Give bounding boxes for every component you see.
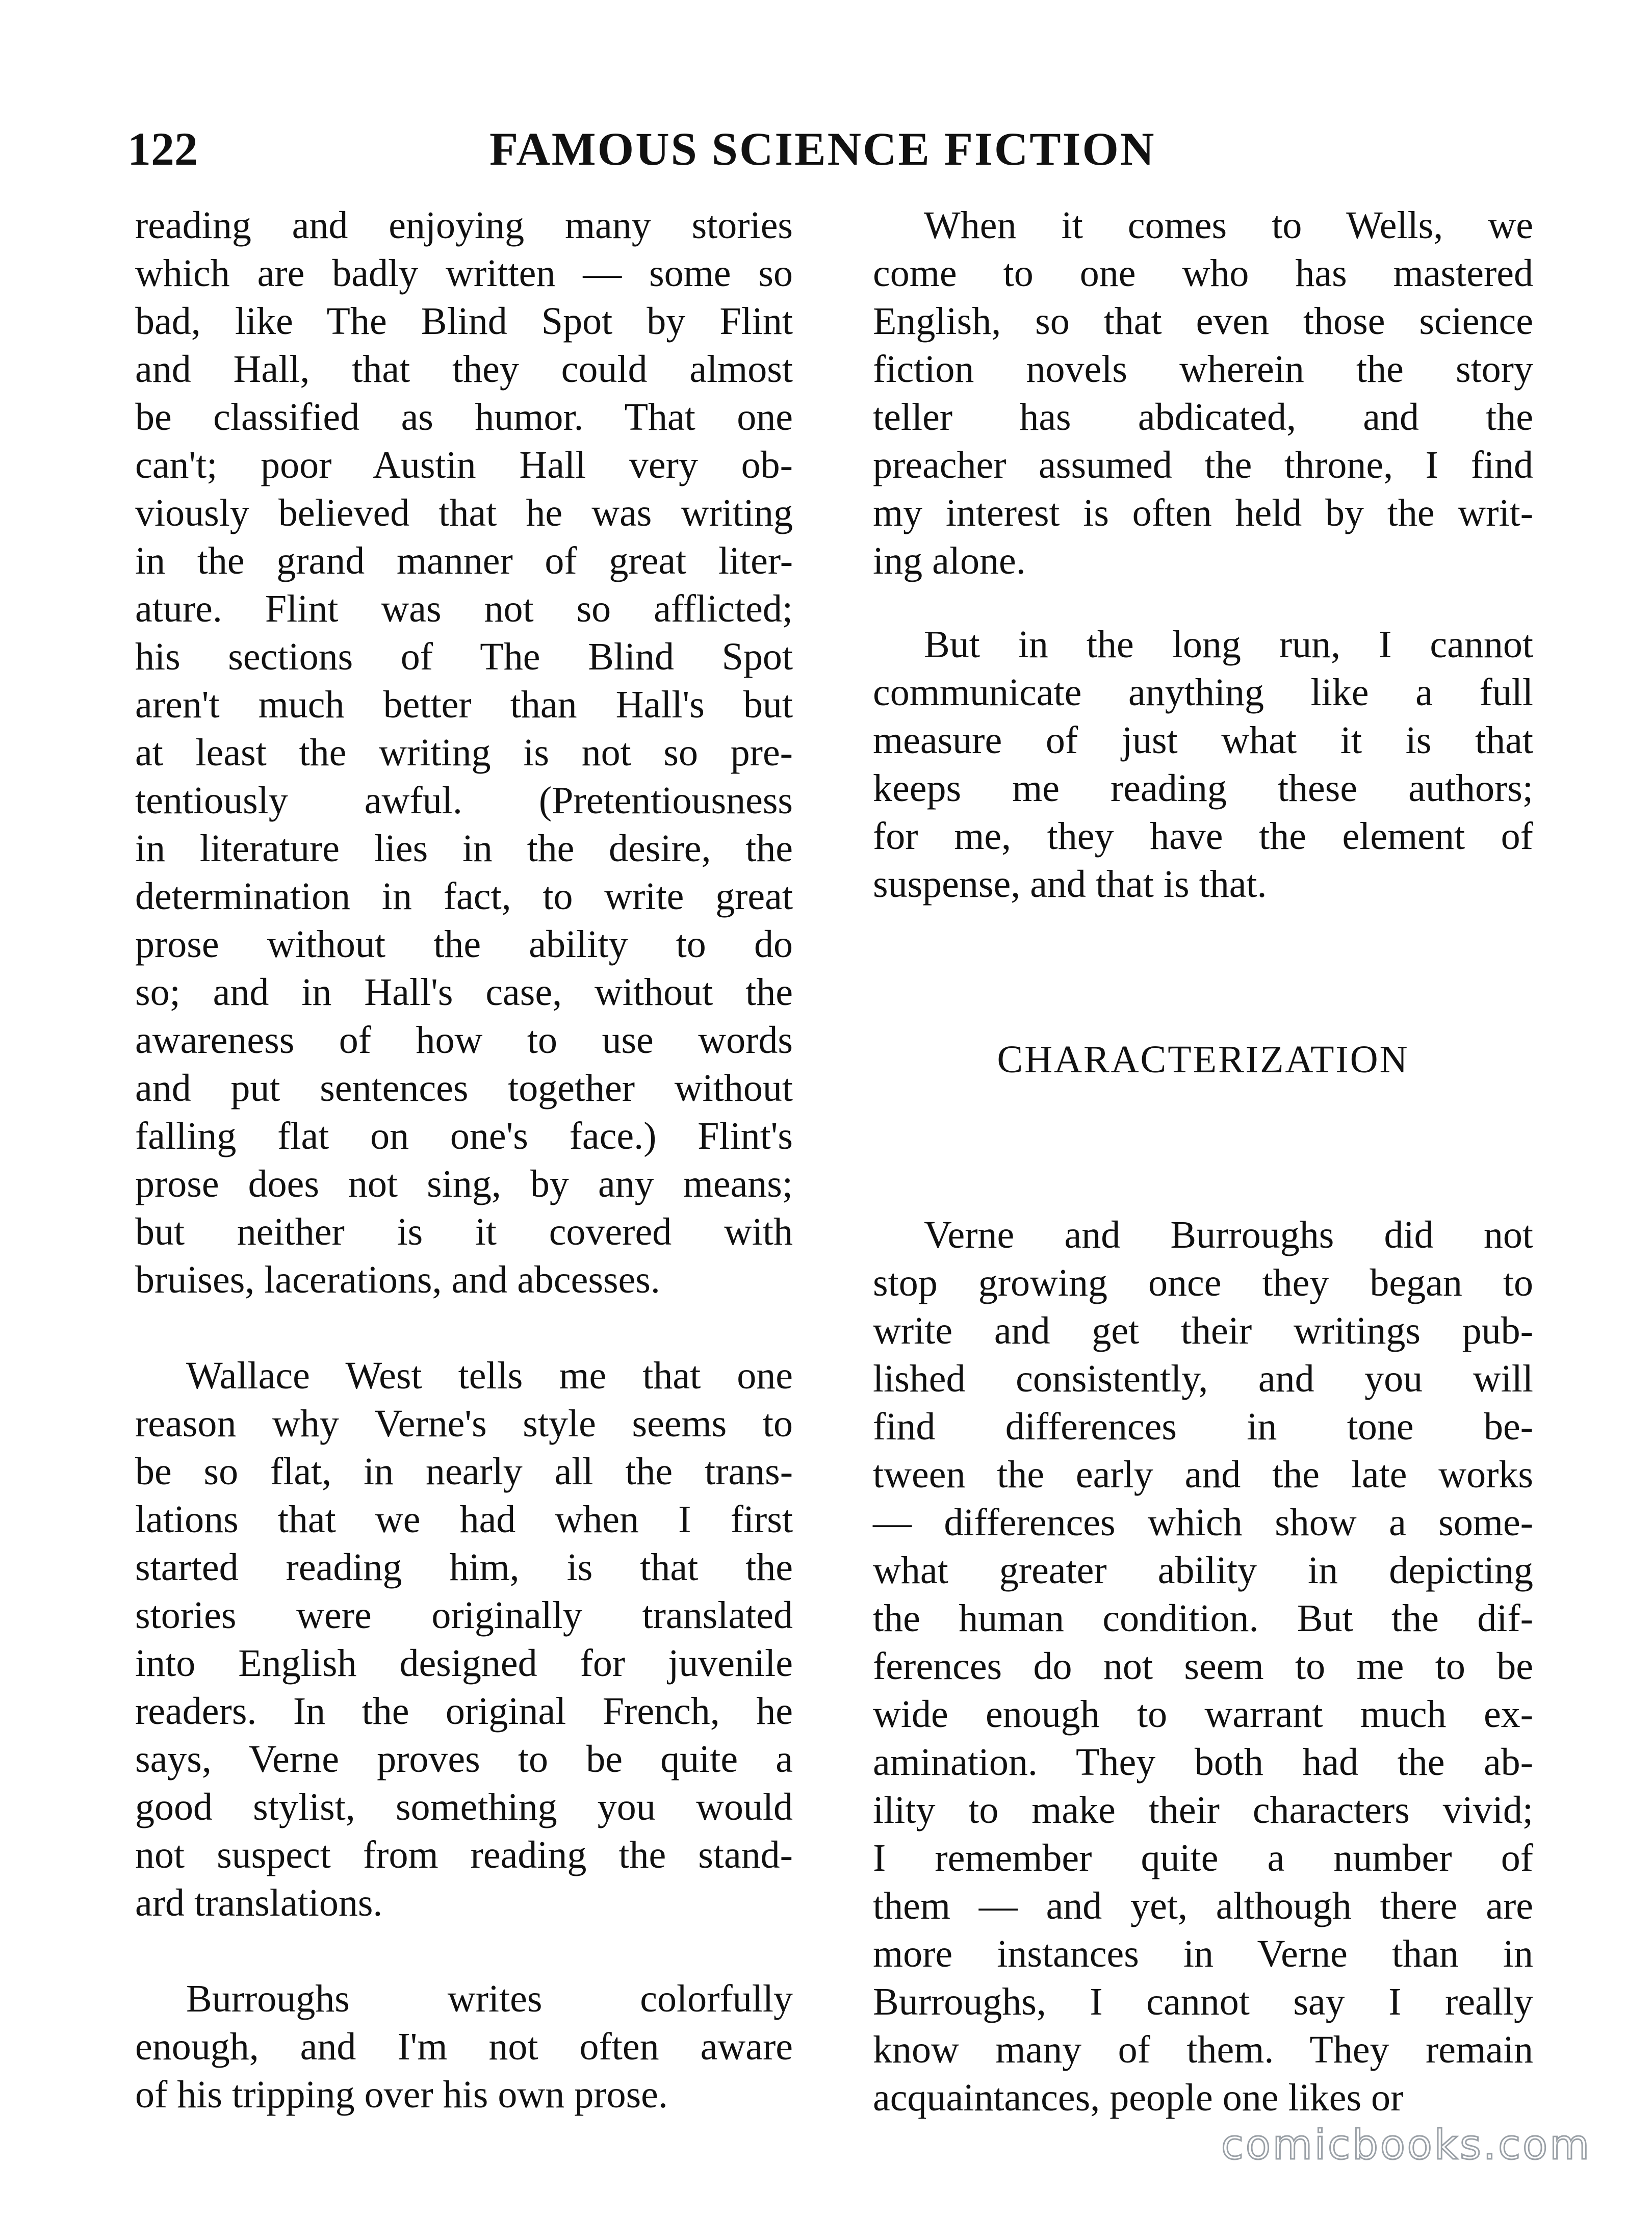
- page-header: [0, 118, 1652, 179]
- text-line: bad, like The Blind Spot by Flint: [135, 300, 793, 343]
- text-line: reading and enjoying many stories: [135, 204, 793, 247]
- text-line: viously believed that he was writing: [135, 492, 793, 534]
- text-line: teller has abdicated, and the: [873, 396, 1533, 439]
- text-line: find differences in tone be-: [873, 1405, 1533, 1448]
- text-line: prose without the ability to do: [135, 923, 793, 966]
- text-line: stop growing once they began to: [873, 1261, 1533, 1304]
- paragraph-left-2: [135, 1352, 793, 1927]
- right-column: [873, 201, 1533, 2122]
- left-column: [135, 201, 793, 2119]
- paragraph-right-1: [873, 201, 1533, 585]
- text-line: awareness of how to use words: [135, 1019, 793, 1062]
- running-title: FAMOUS SCIENCE FICTION: [489, 123, 1156, 175]
- text-line: at least the writing is not so pre-: [135, 731, 793, 774]
- text-line: what greater ability in depicting: [873, 1549, 1533, 1592]
- text-line: acquaintances, people one likes or: [873, 2076, 1404, 2119]
- paragraph-left-3: [135, 1975, 793, 2119]
- text-line: Wallace West tells me that one: [186, 1354, 793, 1397]
- text-line: tentiously awful. (Pretentiousness: [135, 779, 793, 822]
- text-line: ility to make their characters vivid;: [873, 1789, 1533, 1832]
- text-line: not suspect from reading the stand-: [135, 1834, 793, 1876]
- text-line: ature. Flint was not so afflicted;: [135, 587, 793, 630]
- text-line: suspense, and that is that.: [873, 863, 1267, 906]
- text-line: ferences do not seem to me to be: [873, 1645, 1533, 1688]
- text-line: communicate anything like a full: [873, 671, 1533, 714]
- text-line: keeps me reading these authors;: [873, 767, 1533, 810]
- page-number: 122: [127, 123, 198, 175]
- text-line: falling flat on one's face.) Flint's: [135, 1115, 793, 1157]
- text-line: in the grand manner of great liter-: [135, 539, 793, 582]
- text-line: but neither is it covered with: [135, 1210, 793, 1253]
- text-line: more instances in Verne than in: [873, 1932, 1533, 1975]
- text-line: aren't much better than Hall's but: [135, 683, 793, 726]
- paragraph-left-1: [135, 201, 793, 1304]
- text-line: English, so that even those science: [873, 300, 1533, 343]
- text-line: be classified as humor. That one: [135, 396, 793, 439]
- text-line: can't; poor Austin Hall very ob-: [135, 444, 793, 486]
- text-line: started reading him, is that the: [135, 1546, 793, 1589]
- text-line: which are badly written — some so: [135, 252, 793, 295]
- text-line: readers. In the original French, he: [135, 1690, 793, 1733]
- text-line: for me, they have the element of: [873, 815, 1533, 858]
- text-line: When it comes to Wells, we: [924, 204, 1533, 247]
- text-line: my interest is often held by the writ-: [873, 492, 1533, 534]
- text-line: so; and in Hall's case, without the: [135, 971, 793, 1014]
- text-line: Verne and Burroughs did not: [924, 1214, 1533, 1256]
- text-line: the human condition. But the dif-: [873, 1597, 1533, 1640]
- text-line: lations that we had when I first: [135, 1498, 793, 1541]
- text-line: in literature lies in the desire, the: [135, 827, 793, 870]
- text-line: ing alone.: [873, 539, 1026, 582]
- text-line: lished consistently, and you will: [873, 1357, 1533, 1400]
- text-line: Burroughs writes colorfully: [186, 1977, 793, 2020]
- text-line: bruises, lacerations, and abcesses.: [135, 1258, 660, 1301]
- text-line: know many of them. They remain: [873, 2028, 1533, 2071]
- text-line: Burroughs, I cannot say I really: [873, 1980, 1533, 2023]
- watermark-logo: comicbooks.com: [1221, 2121, 1592, 2169]
- text-line: stories were originally translated: [135, 1594, 793, 1637]
- text-line: of his tripping over his own prose.: [135, 2073, 668, 2116]
- text-line: But in the long run, I cannot: [924, 623, 1533, 666]
- text-line: measure of just what it is that: [873, 719, 1533, 762]
- text-line: amination. They both had the ab-: [873, 1741, 1533, 1784]
- paragraph-right-3: [873, 1211, 1533, 2122]
- text-line: be so flat, in nearly all the trans-: [135, 1450, 793, 1493]
- text-line: preacher assumed the throne, I find: [873, 444, 1533, 486]
- text-line: determination in fact, to write great: [135, 875, 793, 918]
- text-line: write and get their writings pub-: [873, 1309, 1533, 1352]
- text-line: come to one who has mastered: [873, 252, 1533, 295]
- text-line: them — and yet, although there are: [873, 1885, 1533, 1927]
- text-line: I remember quite a number of: [873, 1837, 1533, 1879]
- text-line: reason why Verne's style seems to: [135, 1402, 793, 1445]
- text-line: and Hall, that they could almost: [135, 348, 793, 391]
- text-line: good stylist, something you would: [135, 1786, 793, 1828]
- text-line: prose does not sing, by any means;: [135, 1163, 793, 1205]
- section-heading: CHARACTERIZATION: [997, 1038, 1409, 1081]
- text-line: says, Verne proves to be quite a: [135, 1738, 793, 1781]
- text-line: tween the early and the late works: [873, 1453, 1533, 1496]
- text-line: his sections of The Blind Spot: [135, 635, 793, 678]
- text-line: fiction novels wherein the story: [873, 348, 1533, 391]
- text-line: enough, and I'm not often aware: [135, 2025, 793, 2068]
- text-line: — differences which show a some-: [873, 1501, 1533, 1544]
- text-line: and put sentences together without: [135, 1067, 793, 1110]
- text-line: into English designed for juvenile: [135, 1642, 793, 1685]
- text-line: ard translations.: [135, 1881, 383, 1924]
- paragraph-right-2: [873, 621, 1533, 908]
- text-line: wide enough to warrant much ex-: [873, 1693, 1533, 1736]
